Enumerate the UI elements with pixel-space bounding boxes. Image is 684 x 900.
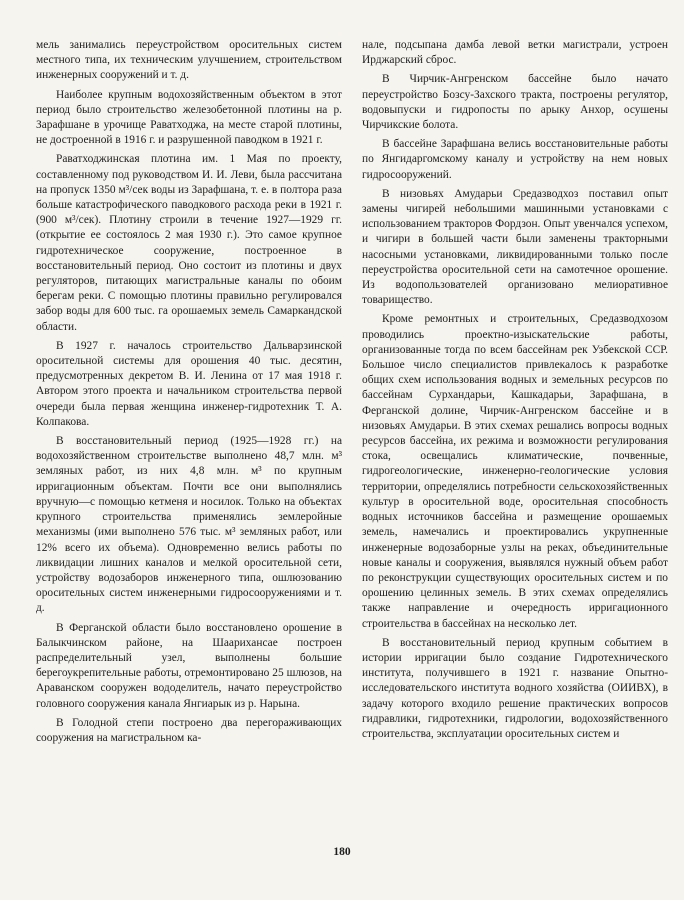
paragraph: мель занимались переустройством оросительных систем местного типа, их техническим улучшением, строительством инженерных сооружений и т. д. (36, 39, 342, 82)
left-column (36, 38, 342, 750)
paragraph: В бассейне Зарафшана велись восстановительные работы по Янгидаргомскому каналу и устройству на нем новых гидросооружений. (362, 138, 668, 181)
paragraph: В низовьях Амударьи Средазводхоз поставил опыт замены чигирей небольшими машинными установками с использованием тракторов Фордзон. Опыт увенчался успехом, и чигири в большей части были заменены тракторными насосными установками, ликвидированными только после переустройства оросительной сети на самотечное орошение. Из водопользователей организовано мелиоративное товарищество. (362, 187, 668, 307)
paragraph: нале, подсыпана дамба левой ветки магистрали, устроен Ирджарский сброс. (362, 39, 668, 67)
paragraph: В Голодной степи построено два перегораживающих сооружения на магистральном ка- (36, 716, 342, 744)
paragraph: В Ферганской области было восстановлено орошение в Балыкчинском районе, на Шаарихансае построен распределительный узел, выполнены большие берегоукрепительные работы, отремонтировано 25 шлюзов, на Араванском сооружен вододелитель, начато переустройство головного сооружения канала Янгиарык из р. Нарына. (36, 621, 342, 710)
paragraph: Кроме ремонтных и строительных, Средазводхозом проводились проектно-изыскательские работы, организованные тогда по всем бассейнам рек Узбекской ССР. Большое число специалистов привлекалось к разработке общих схем использования водных и земельных ресурсов по бассейнам Сурхандарьи, Кашкадарьи, Зарафшана, в Ферганской долине, Чирчик-Ангренском бассейне и в низовьях Амударьи. В этих схемах решались вопросы водных ресурсов бассейна, их режима и возможности регулирования стока, освещались климатические, почвенные, гидрогеологические, инженерно-геологические условия территории, определялись потребности сельскохозяйственных культур в оросительной воде, оросительная способность водных источников бассейна и размещение орошаемых земель, намечались и проектировались укрупненные инженерные водозаборные узлы на реках, объединительные новые каналы и сооружения, выявлялся нужный объем работ по реконструкции существующих оросительных систем и по орошению целинных земель. В этих схемах определялись также направление и очередность ирригационного строительства в бассейнах на несколько лет. (362, 313, 668, 630)
paragraph: Раватходжинская плотина им. 1 Мая по проекту, составленному под руководством И. И. Леви, была рассчитана на пропуск 1350 м³/сек воды из Зарафшана, т. е. в полтора раза больше катастрофического паводкового расхода реки в 1921 г. (900 м³/сек). Плотину строили в течение 1927—1929 гг. (открытие ее состоялось 2 мая 1930 г.). Это самое крупное гидротехническое сооружение, построенное в восстановительный период. Оно состоит из плотины и двух регуляторов, питающих магистральные каналы по обоим берегам реки. С помощью плотины правильно регулировался забор воды для 600 тыс. га орошаемых земель Самаркандской области. (36, 153, 342, 333)
paragraph: В 1927 г. началось строительство Дальварзинской оросительной системы для орошения 40 тыс. десятин, предусмотренных декретом В. И. Ленина от 17 мая 1918 г. Автором этого проекта и начальником строительства первой очереди была первая женщина инженер-гидротехник Т. А. Колпакова. (36, 339, 342, 428)
paragraph: В Чирчик-Ангренском бассейне было начато переустройство Бозсу-Захского тракта, построены регулятор, водовыпуски и гидропосты по арыку Анхор, осушены Чирчикские болота. (362, 73, 668, 132)
page-number: 180 (333, 846, 351, 858)
paragraph: Наиболее крупным водохозяйственным объектом в этот период было строительство железобетонной плотины на р. Зарафшане в урочище Раватходжа, на месте старой плотины, не достроенной в 1916 г. и разрушенной паводком в 1921 г. (36, 88, 342, 147)
right-column (362, 38, 668, 746)
paragraph: В восстановительный период (1925—1928 гг.) на водохозяйственном строительстве выполнено 48,7 млн. м³ земляных работ, из них 4,8 млн. м³ по крупным ирригационным объектам. Почти все они выполнялись вручную—с помощью кетменя и носилок. Только на объектах крупного строительства применялись землеройные механизмы (ими выполнено 576 тыс. м³ земляных работ, или 12% всего их объема). Одновременно велись работы по ликвидации лишних каналов и мелкой оросительной сети, устройству водозаборов инженерного типа, ошлюзованию оросительных систем инженерными гидросооружениями и т. д. (36, 435, 342, 615)
paragraph: В восстановительный период крупным событием в истории ирригации было создание Гидротехнического института, получившего в 1921 г. название Опытно-исследовательского института водного хозяйства (ОИИВХ), в задачу которого входило решение практических вопросов гидравлики, гидротехники, гидрологии, водохозяйственного строительства, эксплуатации оросительных систем и (362, 636, 668, 740)
